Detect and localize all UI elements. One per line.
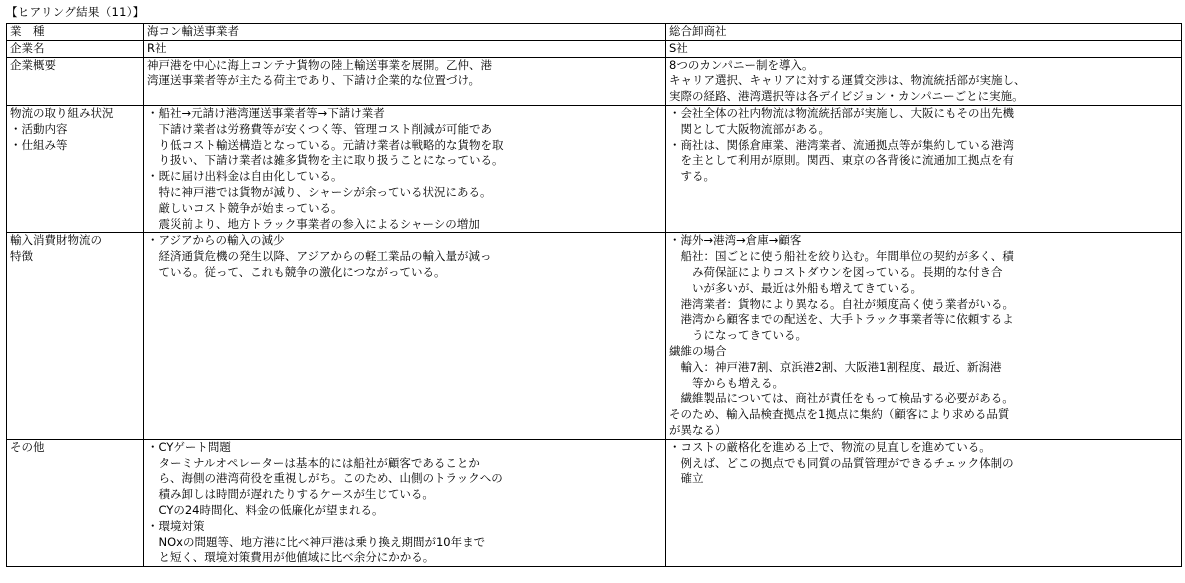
s-text-line: 確立	[669, 471, 704, 486]
s-cell	[666, 105, 1182, 232]
r-text-line: 神戸港を中心に海上コンテナ貨物の陸上輸送事業を展開。乙仲、港	[147, 57, 492, 72]
s-text-line: ・会社全体の社内物流は物流統括部が実施し、大阪にもその出先機	[669, 105, 1014, 120]
r-cell	[144, 233, 666, 439]
row-label: ・仕組み等	[10, 137, 68, 152]
r-text-line: 厳しいコスト競争が始まっている。	[147, 200, 343, 215]
row-label: その他	[10, 439, 45, 454]
s-text-line: 繊維製品については、商社が責任をもって検品する必要がある。	[669, 391, 1014, 406]
r-text-line: ・既に届け出料金は自由化している。	[147, 169, 343, 184]
row-logistics-efforts	[7, 105, 1182, 232]
r-text-line: ・CYゲート問題	[147, 439, 231, 454]
row-label: ・活動内容	[10, 121, 68, 136]
r-text-line: 積み卸しは時間が遅れたりするケースが生じている。	[147, 487, 434, 502]
row-label: 物流の取り組み状況	[10, 105, 114, 120]
r-text-line: 下請け業者は労務費等が安くつく等、管理コスト削減が可能であ	[147, 121, 492, 136]
r-text-line: ターミナルオペレーターは基本的には船社が顧客であることか	[147, 455, 480, 470]
s-text-line: み荷保証によりコストダウンを図っている。長期的な付き合	[669, 264, 1003, 279]
r-cell	[144, 439, 666, 566]
s-text-line: する。	[669, 169, 715, 184]
r-text-line: NOxの問題等、地方港に比べ神戸港は乗り換え期間が10年まで	[147, 534, 486, 549]
row-company-overview	[7, 57, 1182, 105]
r-text-line: り扱い、下請け業者は雑多貨物を主に取り扱うことになっている。	[147, 153, 504, 168]
s-text-line: 等からも増える。	[669, 375, 784, 390]
s-text-line: ・コストの厳格化を進める上で、物流の見直しを進めている。	[669, 439, 991, 454]
r-text-line: 湾運送事業者等が主たる荷主であり、下請け企業的な位置づけ。	[147, 73, 481, 88]
s-text-line: 船社：国ごとに使う船社を絞り込む。年間単位の契約が多く、積	[669, 249, 1014, 264]
s-text-line: S社	[669, 40, 688, 55]
s-text-line: そのため、輸入品検査拠点を1拠点に集約（顧客により求める品質	[669, 407, 1010, 422]
r-text-line: R社	[147, 40, 167, 55]
header-s-cell	[666, 24, 1182, 41]
r-cell	[144, 57, 666, 105]
row-label: 企業名	[10, 40, 45, 55]
label-cell	[7, 105, 144, 232]
row-label: 企業概要	[10, 57, 56, 72]
s-text-line: 関として大阪物流部がある。	[669, 121, 830, 136]
header-r-company-type: 海コン輸送事業者	[147, 24, 239, 38]
s-text-line: 8つのカンパニー制を導入。	[669, 57, 814, 72]
s-cell	[666, 57, 1182, 105]
r-text-line: ている。従って、これも競争の激化につながっている。	[147, 264, 446, 279]
row-import-consumer-goods	[7, 233, 1182, 439]
row-other	[7, 439, 1182, 566]
hearing-results-table	[6, 23, 1182, 567]
row-label: 輸入消費財物流の	[10, 233, 102, 248]
header-category-cell	[7, 24, 144, 41]
s-cell	[666, 40, 1182, 57]
r-text-line: CYの24時間化、料金の低廉化が望まれる。	[147, 502, 384, 517]
s-text-line: を主として利用が原則。関西、東京の各背後に流通加工拠点を有	[669, 153, 1014, 168]
label-cell	[7, 40, 144, 57]
row-company-name	[7, 40, 1182, 57]
s-text-line: キャリア選択、キャリアに対する運賃交渉は、物流統括部が実施し、	[669, 73, 1026, 88]
header-s-company-type: 総合卸商社	[669, 24, 727, 38]
r-text-line: 震災前より、地方トラック事業者の参入によるシャーシの増加	[147, 216, 480, 231]
s-text-line: 輸入：神戸港7割、京浜港2割、大阪港1割程度、最近、新潟港	[669, 359, 1002, 374]
s-text-line: うになってきている。	[669, 328, 807, 343]
r-text-line: ・環境対策	[147, 518, 205, 533]
s-cell	[666, 439, 1182, 566]
r-cell	[144, 105, 666, 232]
r-text-line: と短く、環境対策費用が他値域に比べ余分にかかる。	[147, 550, 435, 565]
label-cell	[7, 233, 144, 439]
label-cell	[7, 57, 144, 105]
r-text-line: 経済通貨危機の発生以降、アジアからの軽工業品の輸入量が減っ	[147, 249, 492, 264]
r-cell	[144, 40, 666, 57]
r-text-line: ら、海側の港湾荷役を重視しがち。このため、山側のトラックへの	[147, 471, 503, 486]
s-text-line: 繊維の場合	[669, 343, 727, 358]
header-category: 業 種	[10, 24, 45, 38]
s-text-line: 港湾業者：貨物により異なる。自社が頻度高く使う業者がいる。	[669, 296, 1014, 311]
r-text-line: 特に神戸港では貨物が減り、シャーシが余っている状況にある。	[147, 184, 492, 199]
page-title: 【ヒアリング結果（11）】	[6, 5, 145, 19]
header-row	[7, 24, 1182, 41]
r-text-line: ・船社→元請け港湾運送事業者等→下請け業者	[147, 105, 385, 120]
s-cell	[666, 233, 1182, 439]
header-r-cell	[144, 24, 666, 41]
label-cell	[7, 439, 144, 566]
r-text-line: り低コスト輸送構造となっている。元請け業者は戦略的な貨物を取	[147, 137, 504, 152]
row-label: 特徴	[10, 249, 33, 264]
s-text-line: 例えば、どこの拠点でも同質の品質管理ができるチェック体制の	[669, 455, 1014, 470]
r-text-line: ・アジアからの輸入の減少	[147, 233, 285, 248]
s-text-line: 港湾から顧客までの配送を、大手トラック事業者等に依頼するよ	[669, 312, 1014, 327]
s-text-line: いが多いが、最近は外船も増えてきている。	[669, 280, 922, 295]
s-text-line: 実際の経路、港湾選択等は各デイビジョン・カンパニーごとに実施。	[669, 89, 1024, 104]
s-text-line: ・商社は、関係倉庫業、港湾業者、流通拠点等が集約している港湾	[669, 137, 1014, 152]
s-text-line: ・海外→港湾→倉庫→顧客	[669, 233, 802, 248]
s-text-line: が異なる）	[669, 422, 727, 437]
